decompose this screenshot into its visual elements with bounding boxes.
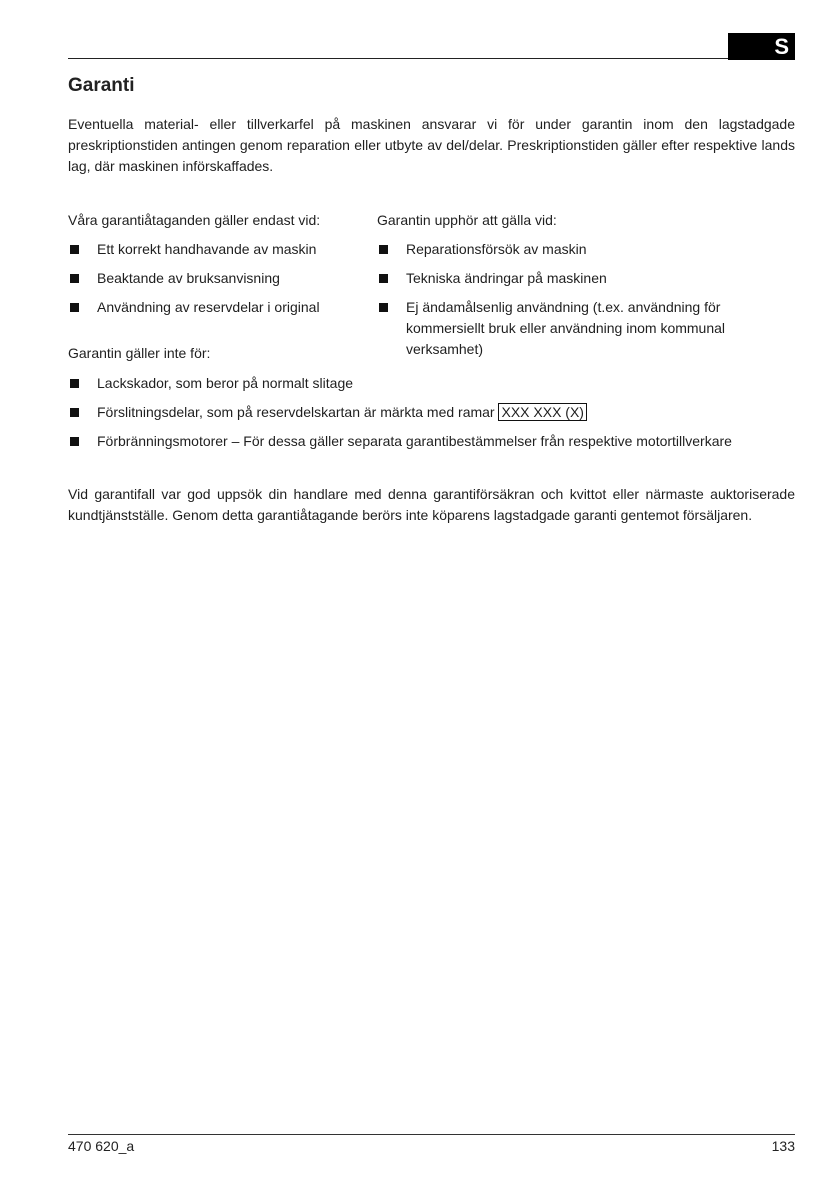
bullet-square-icon — [70, 274, 79, 283]
not-covered-section — [68, 343, 795, 460]
bullet-square-icon — [70, 303, 79, 312]
framed-part-code: XXX XXX (X) — [498, 403, 586, 421]
bullet-square-icon — [70, 245, 79, 254]
document-code: 470 620_a — [68, 1138, 135, 1154]
bullet-square-icon — [70, 408, 79, 417]
warranty-void-heading: Garantin upphör att gälla vid: — [377, 212, 557, 228]
header-rule — [68, 58, 728, 59]
list-item: Förslitningsdelar, som på reservdelskartan är märkta med ramar XXX XXX (X) — [68, 402, 795, 423]
warranty-void-list — [377, 239, 795, 360]
warranty-conditions-heading: Våra garantiåtaganden gäller endast vid: — [68, 212, 321, 228]
list-item: Ett korrekt handhavande av maskin — [68, 239, 358, 260]
page-title: Garanti — [68, 75, 135, 96]
bullet-square-icon — [379, 274, 388, 283]
footer-rule — [68, 1134, 795, 1135]
list-item: Tekniska ändringar på maskinen — [377, 268, 795, 289]
list-item: Beaktande av bruksanvisning — [68, 268, 358, 289]
list-item: Reparationsförsök av maskin — [377, 239, 795, 260]
bullet-square-icon — [70, 379, 79, 388]
warranty-conditions-list — [68, 239, 358, 318]
not-covered-list — [68, 373, 795, 452]
not-covered-heading: Garantin gäller inte för: — [68, 345, 211, 361]
bullet-square-icon — [379, 245, 388, 254]
bullet-square-icon — [70, 437, 79, 446]
closing-paragraph: Vid garantifall var god uppsök din handlare med denna garantiförsäkran och kvittot eller närmaste auktoriserade kundtjänstställe. Genom detta garantiåtagande berörs inte köparens lagstadgade garanti gentemot försäljaren. — [68, 486, 795, 523]
bullet-square-icon — [379, 303, 388, 312]
page-number: 133 — [771, 1138, 795, 1154]
language-tab: S — [728, 33, 795, 60]
list-item: Förbränningsmotorer – För dessa gäller separata garantibestämmelser från respektive motortillverkare — [68, 431, 795, 452]
list-item: Användning av reservdelar i original — [68, 297, 358, 318]
warranty-conditions-column — [68, 210, 358, 326]
list-item: Lackskador, som beror på normalt slitage — [68, 373, 795, 394]
intro-paragraph: Eventuella material- eller tillverkarfel på maskinen ansvarar vi för under garantin inom den lagstadgade preskriptionstiden antingen genom reparation eller utbyte av del/delar. Preskriptionstiden gäller efter respektive lands lag, där maskinen införskaffades. — [68, 116, 795, 174]
list-item: Ej ändamålsenlig användning (t.ex. användning för kommersiellt bruk eller användning inom kommunal verksamhet) — [377, 297, 795, 360]
